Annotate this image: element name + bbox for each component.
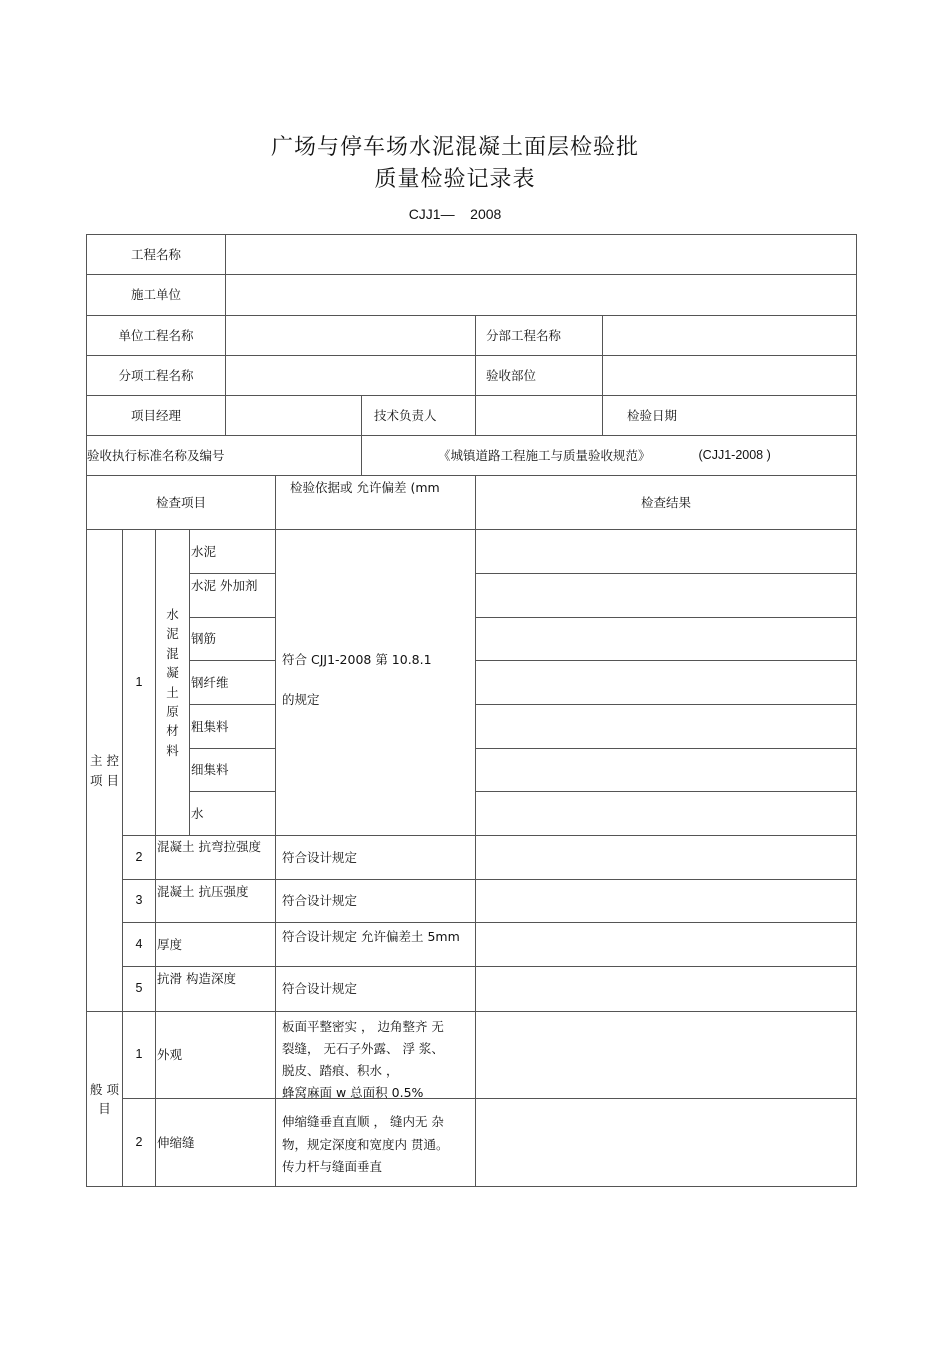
- material-item: 水: [190, 792, 276, 836]
- category-char: 凝: [166, 665, 179, 681]
- item-name: 混凝土 抗压强度: [156, 880, 276, 923]
- result-cell[interactable]: [476, 749, 857, 792]
- result-cell[interactable]: [476, 792, 857, 836]
- category-char: 水: [166, 607, 179, 622]
- label-acceptance-part: 验收部位: [476, 356, 603, 396]
- value-acceptance-part[interactable]: [603, 356, 857, 396]
- result-cell[interactable]: [476, 618, 857, 661]
- code-right: 2008: [470, 206, 502, 222]
- value-division-project[interactable]: [603, 316, 857, 356]
- result-cell[interactable]: [476, 574, 857, 618]
- item-number: 2: [123, 836, 156, 880]
- item-basis: 符合设计规定: [276, 880, 476, 923]
- inspection-table: [86, 234, 857, 1187]
- material-item: 钢筋: [190, 618, 276, 661]
- item-name: 混凝土 抗弯拉强度: [156, 836, 276, 880]
- label-division-project: 分部工程名称: [476, 316, 603, 356]
- item-number: 1: [123, 1012, 156, 1099]
- material-item: 水泥: [190, 530, 276, 574]
- label-sub-item-project: 分项工程名称: [87, 356, 226, 396]
- standard-code: (CJJ1-2008 ): [698, 447, 771, 462]
- item-basis: [276, 1099, 476, 1187]
- label-contractor: 施工单位: [87, 275, 226, 316]
- col-check-item: 检查项目: [87, 476, 276, 530]
- item-number: 5: [123, 967, 156, 1012]
- category-char: 材: [166, 723, 179, 739]
- basis-line: 伸缩缝垂直直顺 ， 缝内无 杂: [282, 1114, 444, 1129]
- label-project-name: 工程名称: [87, 235, 226, 275]
- col-result: 检查结果: [476, 476, 857, 530]
- basis-line: 板面平整密实 ， 边角整齐 无: [282, 1019, 444, 1034]
- label-standard: 验收执行标准名称及编号: [87, 436, 362, 476]
- code-left: CJJ1—: [408, 206, 455, 222]
- value-contractor[interactable]: [226, 275, 857, 316]
- label-project-manager: 项目经理: [87, 396, 226, 436]
- item-basis: [276, 1012, 476, 1099]
- material-item: 粗集料: [190, 705, 276, 749]
- label-tech-lead: 技术负责人: [362, 396, 476, 436]
- general-item-label: [87, 1012, 123, 1187]
- material-item: 钢纤维: [190, 661, 276, 705]
- item-number: 4: [123, 923, 156, 967]
- category-char: 原: [166, 703, 179, 719]
- general-label-line: 目: [98, 1101, 111, 1116]
- item-number: 3: [123, 880, 156, 923]
- basis-line: 裂缝， 无石子外露、 浮 浆、: [282, 1040, 444, 1056]
- result-cell[interactable]: [476, 1012, 857, 1099]
- label-inspection-date: 检验日期: [603, 396, 857, 436]
- result-cell[interactable]: [476, 836, 857, 880]
- category-char: 混: [166, 645, 179, 661]
- main-label-line: 主 控: [90, 753, 119, 769]
- general-label-line: 般 项: [90, 1081, 119, 1097]
- main-label-line: 项 目: [90, 772, 119, 788]
- value-standard: [362, 436, 857, 476]
- result-cell[interactable]: [476, 530, 857, 574]
- materials-basis: [276, 530, 476, 836]
- result-cell[interactable]: [476, 705, 857, 749]
- basis-line: 蜂窝麻面 w 总面积 0.5%: [282, 1084, 424, 1099]
- value-unit-project[interactable]: [226, 316, 476, 356]
- basis-line: 脱皮、踏痕、积水 ，: [282, 1062, 399, 1078]
- value-sub-item-project[interactable]: [226, 356, 476, 396]
- item-basis: 符合设计规定: [276, 836, 476, 880]
- result-cell[interactable]: [476, 661, 857, 705]
- value-tech-lead[interactable]: [476, 396, 603, 436]
- basis-line: 符合 CJJ1-2008 第 10.8.1: [282, 652, 432, 667]
- materials-category: [156, 530, 190, 836]
- standard-name: 《城镇道路工程施工与质量验收规范》: [438, 447, 651, 463]
- item-number: 2: [123, 1099, 156, 1187]
- item-name: 抗滑 构造深度: [156, 967, 276, 1012]
- basis-line: 传力杆与缝面垂直: [282, 1159, 383, 1174]
- material-item: 水泥 外加剂: [190, 574, 276, 618]
- value-project-manager[interactable]: [226, 396, 362, 436]
- basis-line: 物，规定深度和宽度内 贯通。: [282, 1136, 449, 1152]
- title-line-1: 广场与停车场水泥混凝土面层检验批: [270, 135, 639, 160]
- value-project-name[interactable]: [226, 235, 857, 275]
- item-basis: 符合设计规定: [276, 967, 476, 1012]
- label-unit-project: 单位工程名称: [87, 316, 226, 356]
- standard-code-label: [0, 206, 910, 222]
- result-cell[interactable]: [476, 967, 857, 1012]
- item-name: 外观: [156, 1012, 276, 1099]
- main-control-label: [87, 530, 123, 1012]
- item-basis: 符合设计规定 允许偏差土 5mm: [276, 923, 476, 967]
- category-char: 土: [166, 684, 179, 700]
- basis-line: 的规定: [282, 692, 320, 707]
- result-cell[interactable]: [476, 1099, 857, 1187]
- material-item: 细集料: [190, 749, 276, 792]
- category-char: 泥: [166, 626, 179, 642]
- result-cell[interactable]: [476, 923, 857, 967]
- category-char: 料: [166, 742, 179, 758]
- item-name: 厚度: [156, 923, 276, 967]
- title-line-2: 质量检验记录表: [374, 167, 536, 192]
- col-basis: 检验依据或 允许偏差 (mm: [276, 476, 476, 530]
- item-name: 伸缩缝: [156, 1099, 276, 1187]
- result-cell[interactable]: [476, 880, 857, 923]
- item-number: 1: [123, 530, 156, 836]
